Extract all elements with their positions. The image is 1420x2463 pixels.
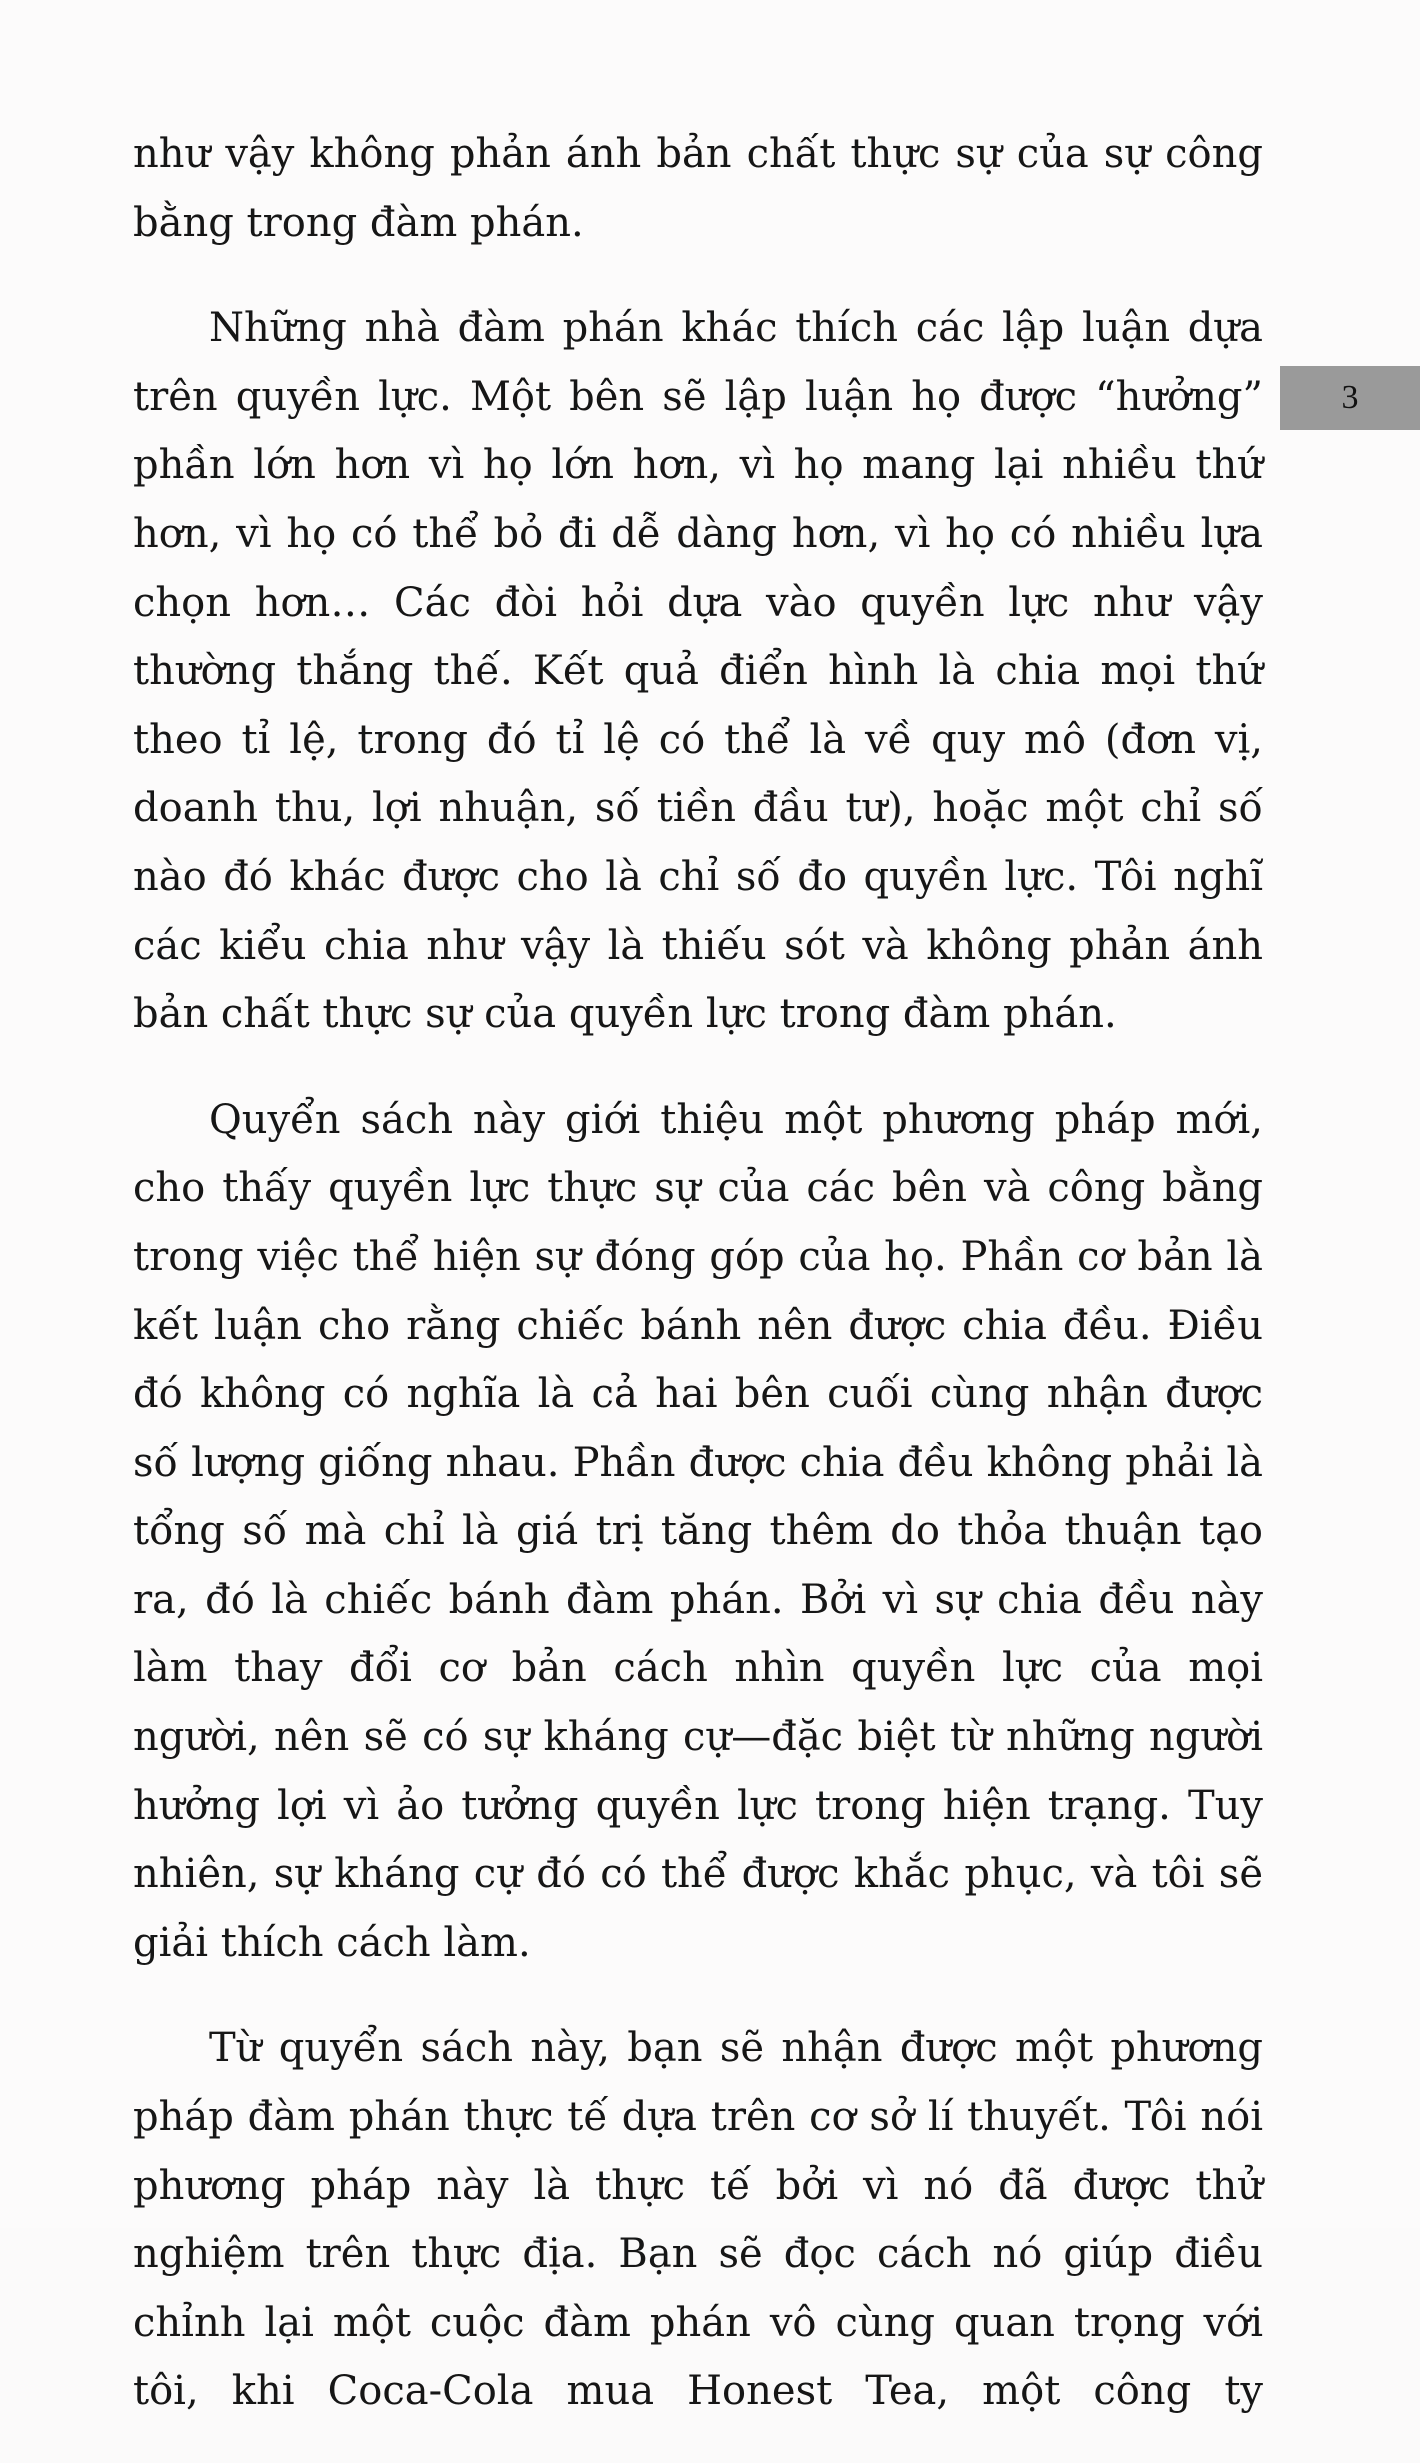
body-text (133, 120, 1263, 2463)
paragraph-new-method: Quyển sách này giới thiệu một phương pháp mới, cho thấy quyền lực thực sự của các bên và công bằng trong việc thể hiện sự đóng góp của họ. Phần cơ bản là kết luận cho rằng chiếc bánh nên được chia đều. Điều đó không có nghĩa là cả hai bên cuối cùng nhận được số lượng giống nhau. Phần được chia đều không phải là tổng số mà chỉ là giá trị tăng thêm do thỏa thuận tạo ra, đó là chiếc bánh đàm phán. Bởi vì sự chia đều này làm thay đổi cơ bản cách nhìn quyền lực của mọi người, nên sẽ có sự kháng cự—đặc biệt từ những người hưởng lợi vì ảo tưởng quyền lực trong hiện trạng. Tuy nhiên, sự kháng cự đó có thể được khắc phục, và tôi sẽ giải thích cách làm. (133, 1096, 1263, 1966)
paragraph-practical-method: Từ quyển sách này, bạn sẽ nhận được một phương pháp đàm phán thực tế dựa trên cơ sở lí thuyết. Tôi nói phương pháp này là thực tế bởi vì nó đã được thử nghiệm trên thực địa. Bạn sẽ đọc cách nó giúp điều chỉnh lại một cuộc đàm phán vô cùng quan trọng với tôi, khi Coca-Cola mua Honest Tea, một công ty (133, 2025, 1263, 2415)
chapter-number-tab: 3 (1280, 366, 1420, 430)
paragraph-power-arguments: Những nhà đàm phán khác thích các lập luận dựa trên quyền lực. Một bên sẽ lập luận họ được “hưởng” phần lớn hơn vì họ lớn hơn, vì họ mang lại nhiều thứ hơn, vì họ có thể bỏ đi dễ dàng hơn, vì họ có nhiều lựa chọn hơn… Các đòi hỏi dựa vào quyền lực như vậy thường thắng thế. Kết quả điển hình là chia mọi thứ theo tỉ lệ, trong đó tỉ lệ có thể là về quy mô (đơn vị, doanh thu, lợi nhuận, số tiền đầu tư), hoặc một chỉ số nào đó khác được cho là chỉ số đo quyền lực. Tôi nghĩ các kiểu chia như vậy là thiếu sót và không phản ánh bản chất thực sự của quyền lực trong đàm phán. (133, 305, 1263, 1038)
paragraph-continued: như vậy không phản ánh bản chất thực sự của sự công bằng trong đàm phán. (133, 131, 1263, 246)
